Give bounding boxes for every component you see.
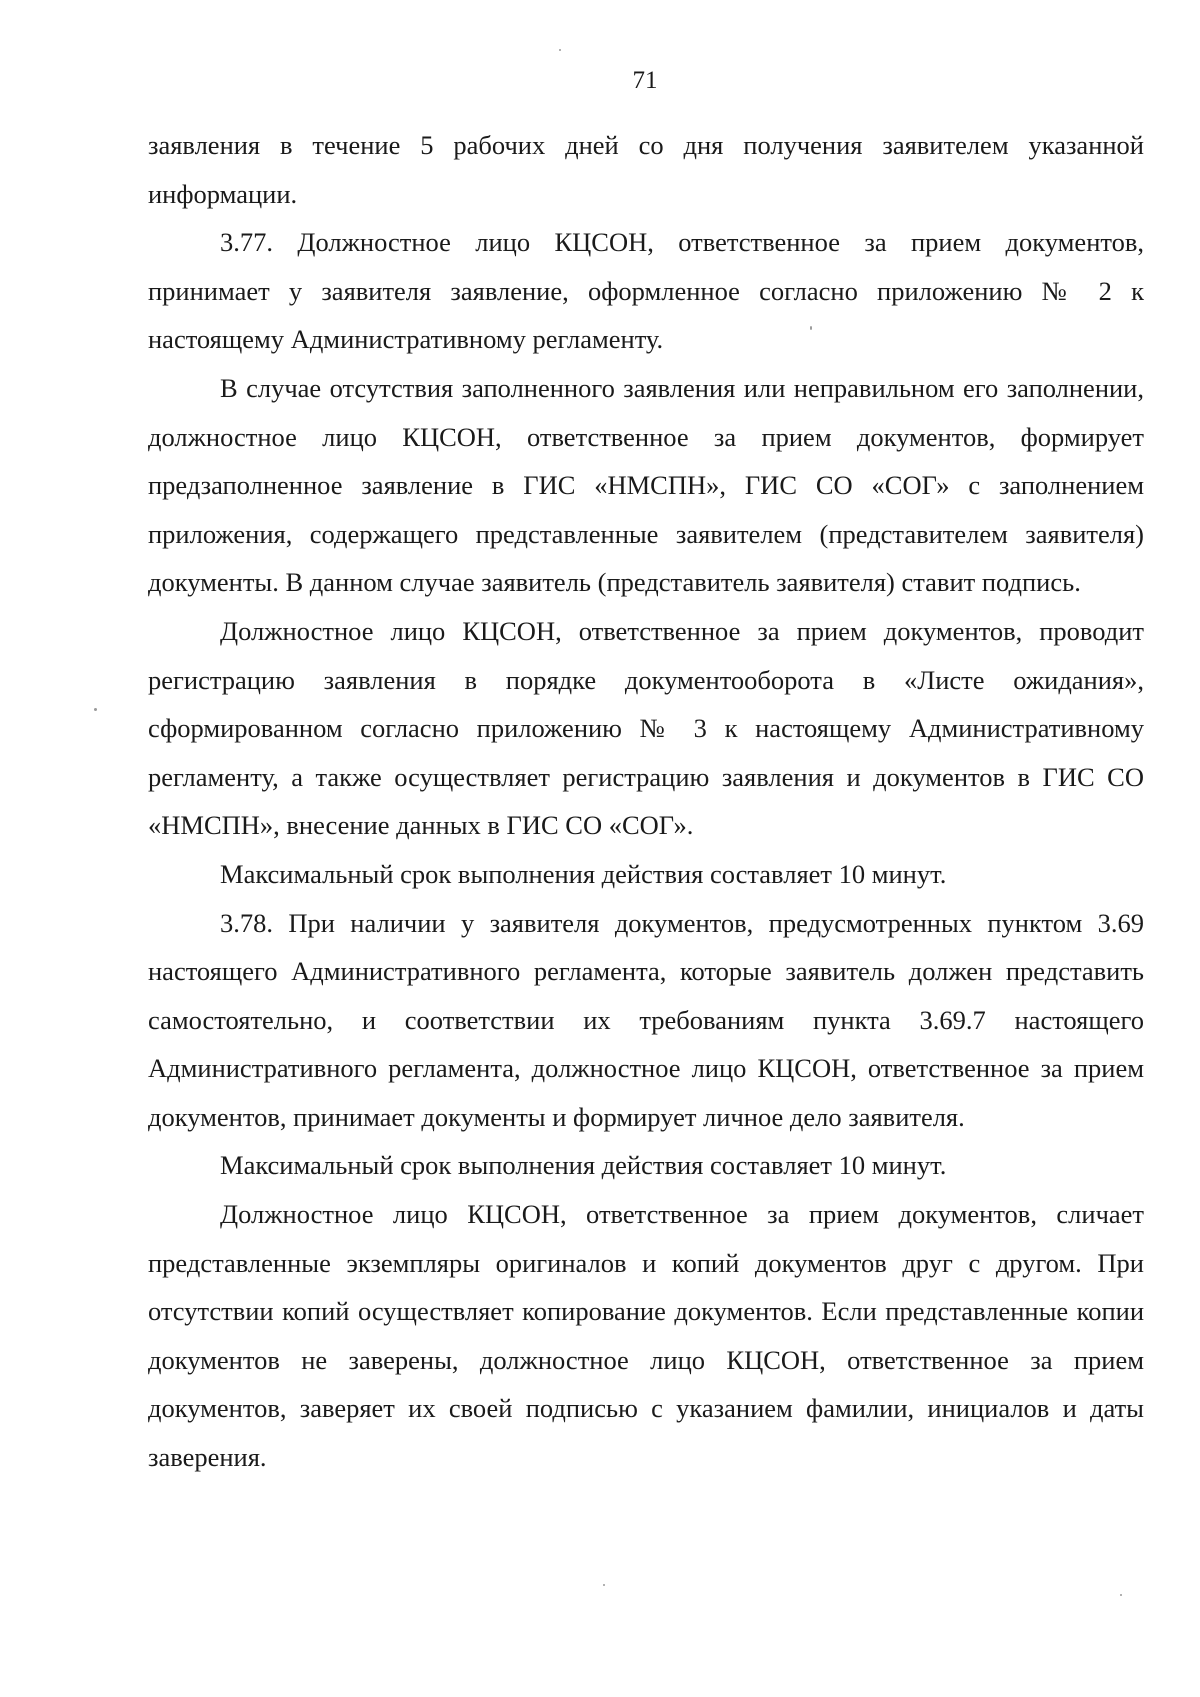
scan-speck	[603, 1584, 605, 1586]
scan-speck	[1120, 1594, 1122, 1596]
paragraph-max-time-2: Максимальный срок выполнения действия составляет 10 минут.	[220, 1150, 947, 1181]
scan-speck	[94, 708, 97, 711]
paragraph-max-time-1: Максимальный срок выполнения действия составляет 10 минут.	[220, 858, 947, 889]
paragraph-3-77: 3.77. Должностное лицо КЦСОН, ответственное за прием документов, принимает у заявителя заявление, оформленное согласно приложению № 2 к настоящему Административному регламенту.	[148, 227, 1144, 355]
paragraph-copy-verification: Должностное лицо КЦСОН, ответственное за прием документов, сличает представленные экземпляры оригиналов и копий документов друг с другом. При отсутствии копий осуществляет копирование документов. Если представленные копии документов не заверены, должностное лицо КЦСОН, ответственное за прием документов, заверяет их своей подписью с указанием фамилии, инициалов и даты заверения.	[148, 1199, 1144, 1473]
paragraph-registration: Должностное лицо КЦСОН, ответственное за прием документов, проводит регистрацию заявления в порядке документооборота в «Листе ожидания», сформированном согласно приложению № 3 к настоящему Административному регламенту, а также осуществляет регистрацию заявления и документов в ГИС СО «НМСПН», внесение данных в ГИС СО «СОГ».	[148, 615, 1144, 841]
page-number: 71	[632, 67, 658, 94]
scan-speck	[559, 49, 561, 51]
scan-speck	[810, 326, 812, 330]
paragraph-continuation: заявления в течение 5 рабочих дней со дня получения заявителем указанной информации.	[148, 130, 1144, 209]
paragraph-3-78: 3.78. При наличии у заявителя документов, предусмотренных пунктом 3.69 настоящего Административного регламента, которые заявитель должен представить самостоятельно, и соответствии их требованиям пункта 3.69.7 настоящего Административного регламента, должностное лицо КЦСОН, ответственное за прием документов, принимает документы и формирует личное дело заявителя.	[148, 907, 1144, 1132]
document-body	[148, 121, 1144, 1482]
paragraph-missing-application: В случае отсутствия заполненного заявления или неправильном его заполнении, должностное лицо КЦСОН, ответственное за прием документов, формирует предзаполненное заявление в ГИС «НМСПН», ГИС СО «СОГ» с заполнением приложения, содержащего представленные заявителем (представителем заявителя) документы. В данном случае заявитель (представитель заявителя) ставит подпись.	[148, 372, 1144, 598]
